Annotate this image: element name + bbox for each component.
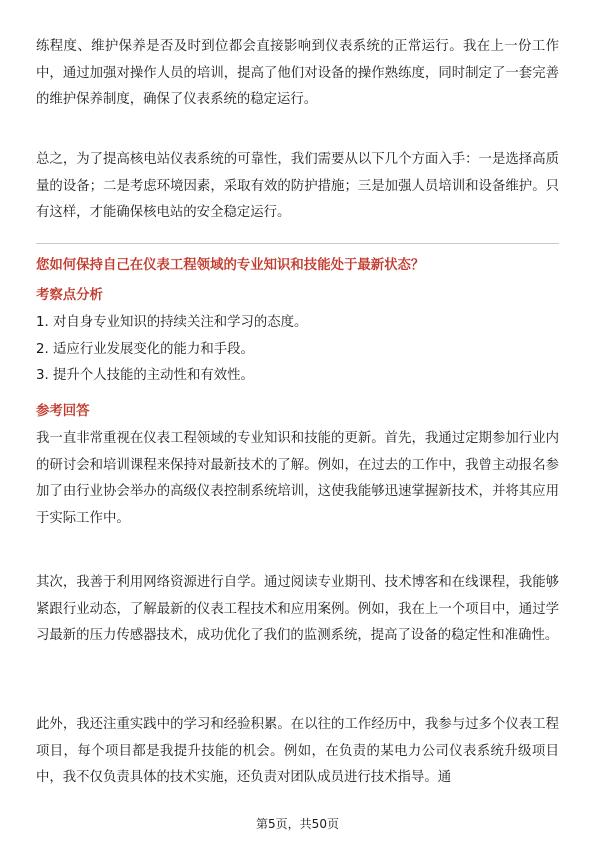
list-item: 2. 适应行业发展变化的能力和手段。 xyxy=(36,341,254,357)
analysis-list xyxy=(36,310,559,390)
list-item: 1. 对自身专业知识的持续关注和学习的态度。 xyxy=(36,315,308,330)
page-number: 第5页，共50页 xyxy=(256,817,339,831)
answer-paragraph: 此外，我还注重实践中的学习和经验积累。在以往的工作经历中，我参与过多个仪表工程项目，每个项目都是我提升技能的机会。例如，在负责的某电力公司仪表系统升级项目中，我不仅负责具体的技术实施，还负责对团队成员进行技术指导。通 xyxy=(36,717,559,785)
answer-paragraph: 其次，我善于利用网络资源进行自学。通过阅读专业期刊、技术博客和在线课程，我能够紧跟行业动态，了解最新的仪表工程技术和应用案例。例如，我在上一个项目中，通过学习最新的压力传感器技术，成功优化了我们的监测系统，提高了设备的稳定性和准确性。 xyxy=(36,575,559,643)
analysis-heading: 考察点分析 xyxy=(36,288,103,303)
section-divider xyxy=(36,243,559,244)
answer-paragraph: 我一直非常重视在仪表工程领域的专业知识和技能的更新。首先，我通过定期参加行业内的研讨会和培训课程来保持对最新技术的了解。例如，在过去的工作中，我曾主动报名参加了由行业协会举办的高级仪表控制系统培训，这使我能够迅速掌握新技术，并将其应用于实际工作中。 xyxy=(36,431,559,526)
paragraph-summary: 总之，为了提高核电站仪表系统的可靠性，我们需要从以下几个方面入手：一是选择高质量的设备；二是考虑环境因素，采取有效的防护措施；三是加强人员培训和设备维护。只有这样，才能确保核电站的安全稳定运行。 xyxy=(36,152,559,220)
answer-heading: 参考回答 xyxy=(36,404,90,419)
list-item: 3. 提升个人技能的主动性和有效性。 xyxy=(36,368,254,383)
question-heading: 您如何保持自己在仪表工程领域的专业知识和技能处于最新状态？ xyxy=(36,258,425,273)
paragraph-continued: 练程度、维护保养是否及时到位都会直接影响到仪表系统的正常运行。我在上一份工作中，通过加强对操作人员的培训，提高了他们对设备的操作熟练度，同时制定了一套完善的维护保养制度，确保了仪表系统的稳定运行。 xyxy=(36,39,559,107)
